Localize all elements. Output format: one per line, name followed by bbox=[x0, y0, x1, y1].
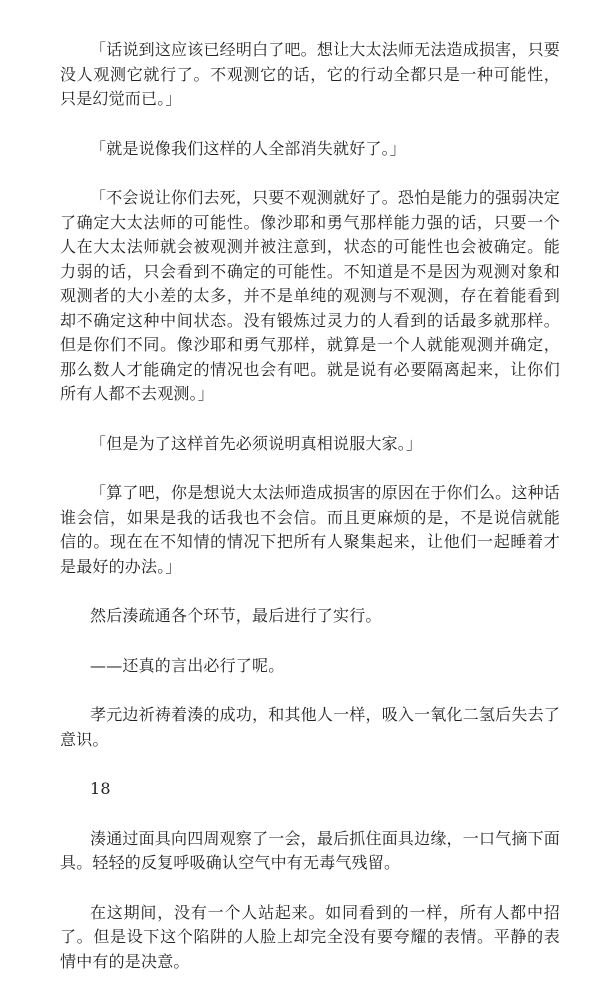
paragraph: 「话说到这应该已经明白了吧。想让大太法师无法造成损害，只要没人观测它就行了。不观测它的话，它的行动全都只是一种可能性，只是幻觉而已。」 bbox=[60, 40, 560, 108]
paragraph: 「但是为了这样首先必须说明真相说服大家。」 bbox=[90, 433, 423, 453]
paragraph: 在这期间，没有一个人站起来。如同看到的一样，所有人都中招了。但是设下这个陷阱的人脸上却完全没有要夸耀的表情。平静的表情中有的是决意。 bbox=[60, 902, 560, 971]
paragraph: 「不会说让你们去死，只要不观测就好了。恐怕是能力的强弱决定了确定大太法师的可能性。像沙耶和勇气那样能力强的话，只要一个人在大太法师就会被观测并被注意到，状态的可能性也会被确定。能力弱的话，只会看到不确定的可能性。不知道是不是因为观测对象和观测者的大小差的太多，并不是单纯的观测与不观测，存在着能看到却不确定这种中间状态。没有锻炼过灵力的人看到的话最多就那样。但是你们不同。像沙耶和勇气那样，就算是一个人就能观测并确定，那么数人才能确定的情况也会有吧。就是说有必要隔离起来，让你们所有人都不去观测。」 bbox=[60, 188, 560, 403]
paragraph: 湊通过面具向四周观察了一会，最后抓住面具边缘，一口气摘下面具。轻轻的反复呼吸确认空气中有无毒气残留。 bbox=[60, 828, 560, 872]
paragraph: ——还真的言出必行了呢。 bbox=[90, 655, 285, 675]
section-number: 18 bbox=[90, 779, 111, 798]
document-page bbox=[60, 38, 560, 999]
paragraph: 「就是说像我们这样的人全部消失就好了。」 bbox=[90, 138, 407, 158]
paragraph: 「算了吧，你是想说大太法师造成损害的原因在于你们么。这种话谁会信，如果是我的话我也不会信。而且更麻烦的是，不是说信就能信的。现在在不知情的情况下把所有人聚集起来，让他们一起睡着才是最好的办法。」 bbox=[60, 483, 560, 576]
paragraph: 孝元边祈祷着湊的成功，和其他人一样，吸入一氧化二氢后失去了意识。 bbox=[60, 705, 560, 749]
paragraph: 然后湊疏通各个环节，最后进行了实行。 bbox=[90, 606, 382, 625]
